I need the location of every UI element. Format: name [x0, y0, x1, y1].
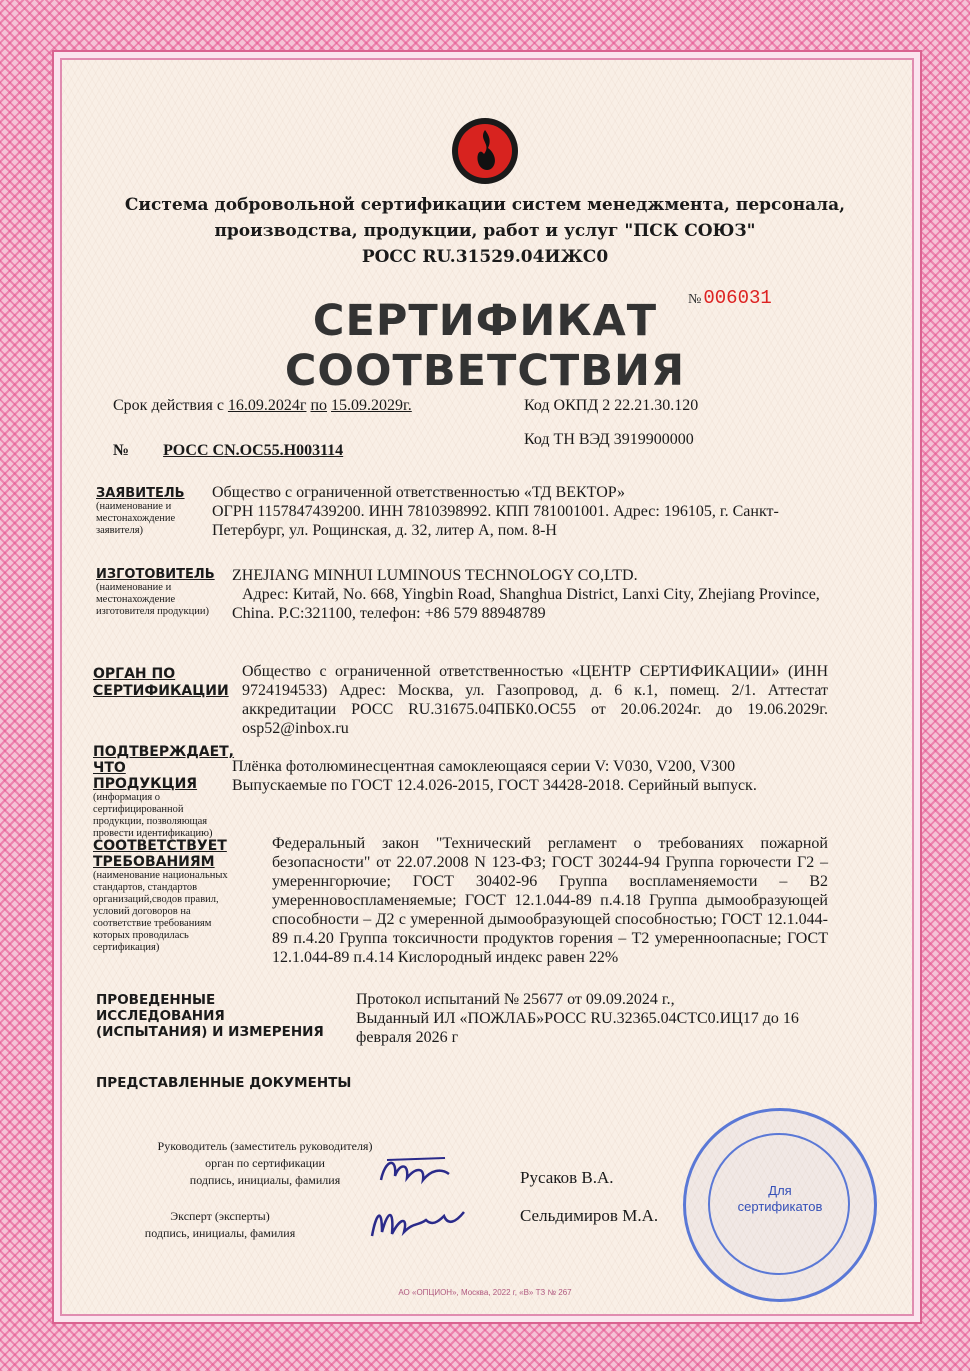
tests-details [356, 990, 816, 1047]
manufacturer-label: ИЗГОТОВИТЕЛЬ [96, 567, 215, 582]
confirms-label2: ЧТО ПРОДУКЦИЯ [93, 760, 198, 792]
manufacturer-note: (наименование и местонахождение изготовителя продукции) [96, 582, 210, 617]
certification-system-header [120, 192, 850, 270]
confirms-label-block [93, 744, 235, 840]
tests-line1: Протокол испытаний № 25677 от 09.09.2024 г., [356, 991, 675, 1008]
manufacturer-line1: ZHEJIANG MINHUI LUMINOUS TECHNOLOGY CO,LTD. [232, 567, 638, 584]
cert-body-label2: СЕРТИФИКАЦИИ [93, 683, 229, 699]
head-caption-line2: орган по сертификации [205, 1156, 325, 1170]
cert-body-details: Общество с ограниченной ответственностью «ЦЕНТР СЕРТИФИКАЦИИ» (ИНН 9724194533) Адрес: Москва, ул. Газопровод, д. 6 к.1, помещ. 2/1. Аттестат аккредитации РОСС RU.31675.04ПБК0.ОС55 от 20.06.2024г. до 19.06.2029г. osp52@inbox.ru [242, 663, 828, 737]
number-sign: № [688, 292, 702, 307]
certificate-title: СЕРТИФИКАТ СООТВЕТСТВИЯ [284, 296, 686, 396]
product-details [232, 757, 832, 795]
expert-caption-line2: подпись, инициалы, фамилия [144, 1226, 296, 1240]
cert-body-label1: ОРГАН ПО [93, 666, 176, 682]
applicant-label-block [96, 486, 208, 537]
head-signature-caption [140, 1138, 390, 1189]
header-line1: Система добровольной сертификации систем менеджмента, персонала, [124, 195, 846, 215]
validity-period [113, 396, 412, 415]
applicant-label: ЗАЯВИТЕЛЬ [96, 486, 185, 501]
requirements-label2: ТРЕБОВАНИЯМ [93, 854, 215, 870]
manufacturer-label-block [96, 567, 221, 618]
tests-label2: (ИСПЫТАНИЯ) И ИЗМЕРЕНИЯ [96, 1024, 324, 1040]
validity-to: 15.09.2029г. [331, 397, 412, 414]
stamp-line2: сертификатов [737, 1199, 823, 1214]
tnved-code: Код ТН ВЭД 3919900000 [524, 431, 694, 448]
requirements-label1: СООТВЕТСТВУЕТ [93, 838, 227, 854]
validity-mid: по [310, 397, 328, 414]
applicant-note: (наименование и местонахождение заявителя) [96, 501, 176, 536]
tests-label1: ПРОВЕДЕННЫЕ ИССЛЕДОВАНИЯ [96, 992, 225, 1024]
cert-body-label-block [93, 666, 233, 700]
manufacturer-details [232, 566, 832, 623]
head-name: Русаков В.А. [520, 1168, 614, 1187]
header-line2: производства, продукции, работ и услуг "ПСК СОЮЗ" [214, 221, 756, 241]
expert-name: Сельдимиров М.А. [520, 1206, 659, 1225]
stamp-line1: Для [768, 1183, 792, 1198]
product-line1: Плёнка фотолюминесцентная самоклеющаяся серии V: V030, V200, V300 [232, 758, 736, 775]
validity-prefix: Срок действия с [113, 397, 224, 414]
flame-logo-icon [452, 118, 518, 184]
confirms-note: (информация о сертифицированной продукции, позволяющая провести идентификацию) [93, 792, 213, 839]
confirms-label1: ПОДТВЕРЖДАЕТ, [93, 744, 235, 760]
printer-footer: АО «ОПЦИОН», Москва, 2022 г, «В» ТЗ № 267 [398, 1288, 572, 1297]
stamp-center-text [686, 1183, 874, 1215]
tests-label-block [96, 992, 346, 1040]
tests-line3: февраля 2026 г [356, 1029, 459, 1046]
requirements-label-block [93, 838, 243, 954]
applicant-line1: Общество с ограниченной ответственностью «ТД ВЕКТОР» [212, 484, 626, 501]
applicant-details [212, 483, 808, 540]
reg-value: РОСС CN.OC55.H003114 [163, 442, 344, 459]
product-line2: Выпускаемые по ГОСТ 12.4.026-2015, ГОСТ 34428-2018. Серийный выпуск. [232, 777, 757, 794]
validity-from: 16.09.2024г [227, 397, 307, 414]
tests-line2: Выданный ИЛ «ПОЖЛАБ»РОСС RU.32365.04СТС0.ИЦ17 до 16 [356, 1010, 799, 1027]
head-caption-line3: подпись, инициалы, фамилия [189, 1173, 341, 1187]
header-line3: РОСС RU.31529.04ИЖС0 [361, 247, 609, 267]
head-caption-line1: Руководитель (заместитель руководителя) [157, 1139, 373, 1153]
reg-sign: № [113, 442, 130, 459]
applicant-line2: ОГРН 1157847439200. ИНН 7810398992. КПП 781001001. Адрес: 196105, г. Санкт- [212, 503, 779, 520]
certification-stamp [683, 1108, 877, 1302]
applicant-line3: Петербург, ул. Рощинская, д. 32, литер А, пом. 8-Н [212, 522, 557, 539]
expert-signature-caption [140, 1208, 300, 1242]
requirements-details: Федеральный закон "Технический регламент о требованиях пожарной безопасности" от 22.07.2008 N 123-ФЗ; ГОСТ 30244-94 Группа горючести Г2 – умереннгорючие; ГОСТ 30402-96 Группа воспламеняемости – В2 умеренновоспламеняемые; ГОСТ 12.1.044-89 п.4.18 Группа дымообразующей способности – Д2 с умеренной дымообразующей способностью; ГОСТ 12.1.044-89 п.4.20 Группа токсичности продуктов горения – Т2 умеренноопасные; ГОСТ 12.1.044-89 п.4.14 Кислородный индекс равен 22% [272, 835, 828, 966]
documents-label: ПРЕДСТАВЛЕННЫЕ ДОКУМЕНТЫ [96, 1075, 352, 1091]
manufacturer-line2: Адрес: Китай, No. 668, Yingbin Road, Shanghua District, Lanxi City, Zhejiang Province, [242, 586, 820, 603]
expert-caption-line1: Эксперт (эксперты) [170, 1209, 270, 1223]
registration-number [113, 441, 343, 460]
requirements-note: (наименование национальных стандартов, стандартов организаций,сводов правил, условий договоров на соответствие требованиям которых проводилась сертификация) [93, 870, 228, 953]
expert-signature [368, 1196, 478, 1252]
head-signature [375, 1150, 455, 1202]
certificate-number-value: 006031 [703, 287, 772, 309]
okpd-code: Код ОКПД 2 22.21.30.120 [524, 397, 699, 414]
manufacturer-line3: China. P.C:321100, телефон: +86 579 88948789 [232, 605, 546, 622]
